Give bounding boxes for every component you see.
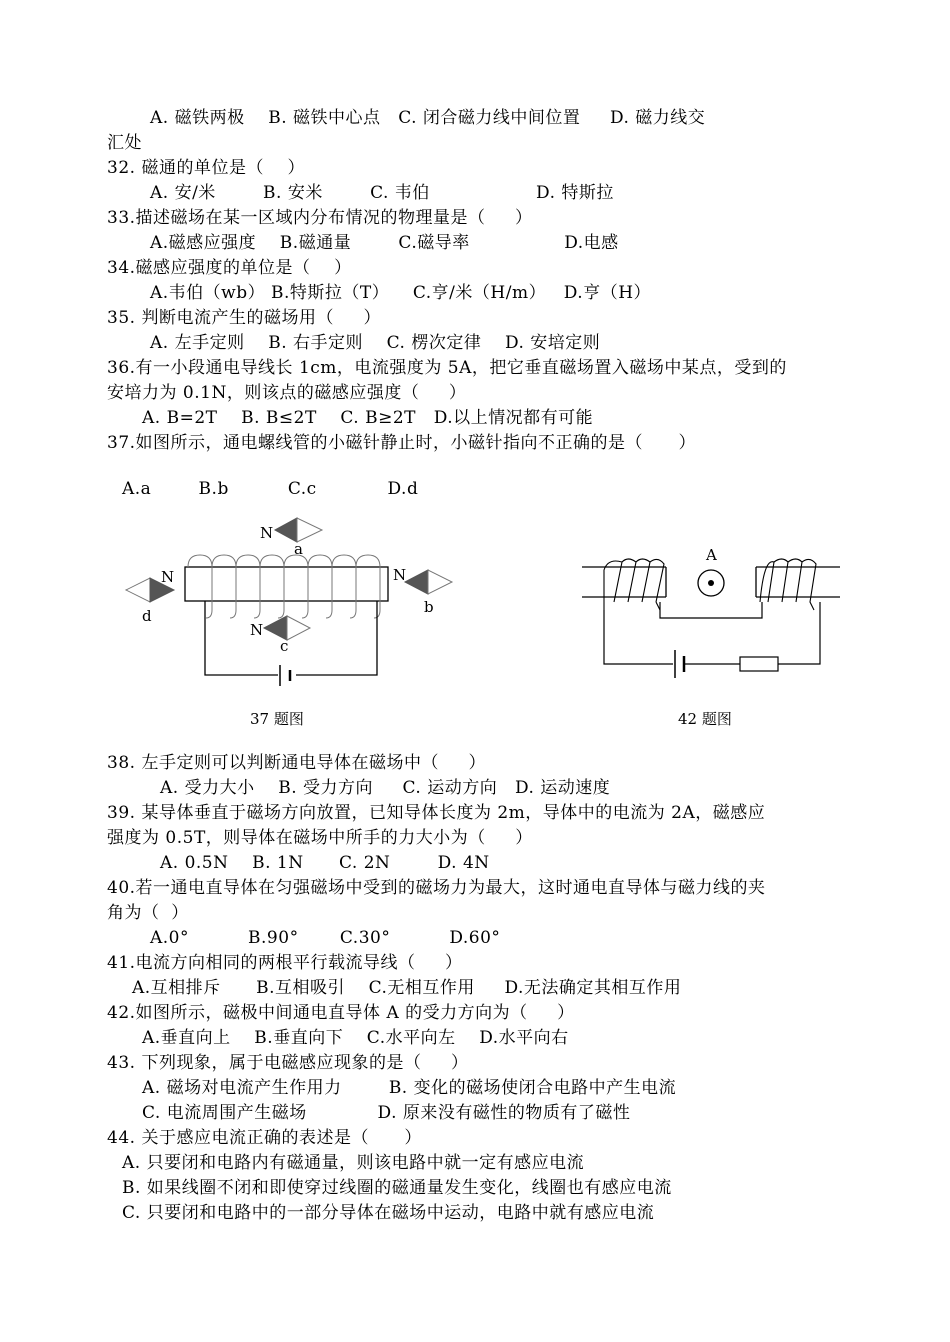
q37-options: A.a B.b C.c D.d [122, 479, 419, 499]
needle-b [393, 566, 452, 616]
q34-options: A.韦伯（wb） B.特斯拉（T） C.亨/米（H/m） D.亨（H） [150, 283, 652, 303]
q42-stem: 42.如图所示，磁极中间通电直导体 A 的受力方向为（ ） [107, 1003, 575, 1023]
figure-42-magnet-conductor [578, 540, 848, 690]
q40-stem-line2: 角为（ ） [107, 903, 189, 923]
needle-d-n-label: N [161, 568, 175, 586]
q32-stem: 32. 磁通的单位是（ ） [107, 158, 306, 178]
q39-stem-line1: 39. 某导体垂直于磁场方向放置，已知导体长度为 2m，导体中的电流为 2A，磁感应 [107, 803, 766, 823]
needle-d [126, 568, 174, 625]
needle-c-label: c [280, 637, 289, 655]
needle-a [260, 518, 322, 558]
solenoid-core [185, 567, 388, 601]
q44-option-c: C. 只要闭和电路中的一部分导体在磁场中运动，电路中就有感应电流 [122, 1203, 655, 1223]
needle-a-label: a [294, 540, 303, 558]
conductor-A-label: A [706, 546, 717, 564]
resistor [740, 657, 778, 671]
q39-options: A. 0.5N B. 1N C. 2N D. 4N [160, 853, 490, 873]
q44-option-a: A. 只要闭和电路内有磁通量，则该电路中就一定有感应电流 [122, 1153, 585, 1173]
q36-options: A. B=2T B. B≤2T C. B≥2T D.以上情况都有可能 [142, 408, 594, 428]
figure-42-caption: 42 题图 [678, 710, 732, 728]
q43-options-2: C. 电流周围产生磁场 D. 原来没有磁性的物质有了磁性 [142, 1103, 631, 1123]
q44-stem: 44. 关于感应电流正确的表述是（ ） [107, 1128, 422, 1148]
q34-stem: 34.磁感应强度的单位是（ ） [107, 258, 352, 278]
needle-a-n-label: N [260, 524, 274, 542]
q36-stem-line2: 安培力为 0.1N，则该点的磁感应强度（ ） [107, 383, 467, 403]
figure-37-solenoid [110, 510, 470, 695]
q31-options-wrap: 汇处 [107, 133, 142, 153]
q41-options: A.互相排斥 B.互相吸引 C.无相互作用 D.无法确定其相互作用 [132, 978, 682, 998]
q44-option-b: B. 如果线圈不闭和即使穿过线圈的磁通量发生变化，线圈也有感应电流 [122, 1178, 672, 1198]
q36-stem-line1: 36.有一小段通电导线长 1cm，电流强度为 5A，把它垂直磁场置入磁场中某点，受到的 [107, 358, 787, 378]
needle-b-label: b [424, 598, 434, 616]
q42-options: A.垂直向上 B.垂直向下 C.水平向左 D.水平向右 [142, 1028, 569, 1048]
q35-options: A. 左手定则 B. 右手定则 C. 楞次定律 D. 安培定则 [150, 333, 601, 353]
circuit-wire [205, 601, 278, 675]
q38-stem: 38. 左手定则可以判断通电导体在磁场中（ ） [107, 753, 486, 773]
needle-c [250, 616, 310, 655]
q43-options-1: A. 磁场对电流产生作用力 B. 变化的磁场使闭合电路中产生电流 [142, 1078, 677, 1098]
needle-b-n-label: N [393, 566, 407, 584]
q37-stem: 37.如图所示，通电螺线管的小磁针静止时，小磁针指向不正确的是（ ） [107, 433, 696, 453]
solenoid-coils [188, 555, 380, 618]
q43-stem: 43. 下列现象，属于电磁感应现象的是（ ） [107, 1053, 469, 1073]
q32-options: A. 安/米 B. 安米 C. 韦伯 D. 特斯拉 [150, 183, 614, 203]
q39-stem-line2: 强度为 0.5T，则导体在磁场中所手的力大小为（ ） [107, 828, 533, 848]
q31-options-line: A. 磁铁两极 B. 磁铁中心点 C. 闭合磁力线中间位置 D. 磁力线交 [150, 108, 706, 128]
q41-stem: 41.电流方向相同的两根平行载流导线（ ） [107, 953, 463, 973]
q35-stem: 35. 判断电流产生的磁场用（ ） [107, 308, 381, 328]
figure-37-caption: 37 题图 [250, 710, 304, 728]
q40-stem-line1: 40.若一通电直导体在匀强磁场中受到的磁场力为最大，这时通电直导体与磁力线的夹 [107, 878, 766, 898]
needle-c-n-label: N [250, 621, 264, 639]
q33-stem: 33.描述磁场在某一区域内分布情况的物理量是（ ） [107, 208, 533, 228]
needle-d-label: d [142, 607, 152, 625]
q40-options: A.0° B.90° C.30° D.60° [150, 928, 501, 948]
q33-options: A.磁感应强度 B.磁通量 C.磁导率 D.电感 [150, 233, 619, 253]
q38-options: A. 受力大小 B. 受力方向 C. 运动方向 D. 运动速度 [160, 778, 611, 798]
